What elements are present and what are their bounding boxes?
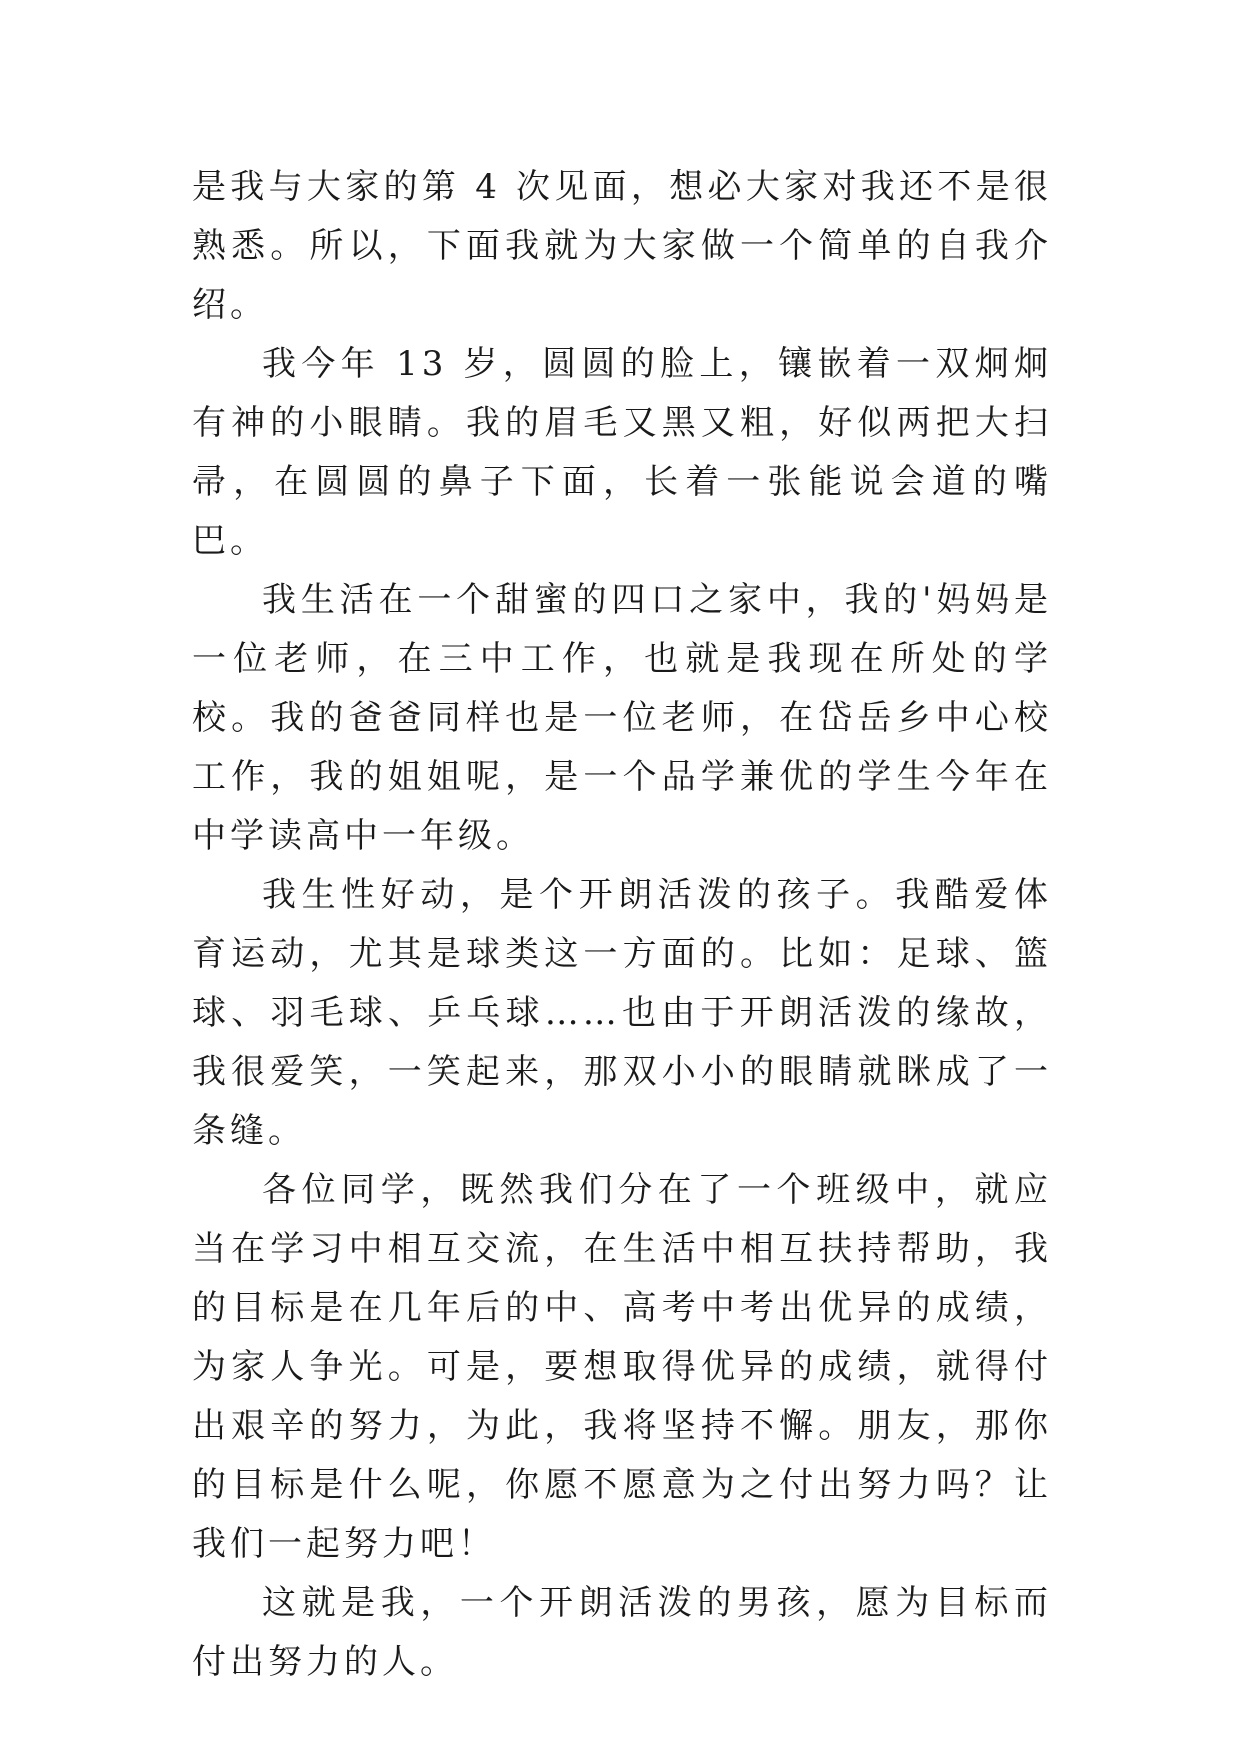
paragraph-continued: 是我与大家的第 4 次见面，想必大家对我还不是很熟悉。所以，下面我就为大家做一个简单的自我介绍。 xyxy=(192,167,1052,325)
paragraph-goals: 各位同学，既然我们分在了一个班级中，就应当在学习中相互交流，在生活中相互扶持帮助，我的目标是在几年后的中、高考中考出优异的成绩，为家人争光。可是，要想取得优异的成绩，就得付出艰辛的努力，为此，我将坚持不懈。朋友，那你的目标是什么呢，你愿不愿意为之付出努力吗？让我们一起努力吧！ xyxy=(192,1170,1052,1564)
paragraph-hobbies: 我生性好动，是个开朗活泼的孩子。我酷爱体育运动，尤其是球类这一方面的。比如：足球、篮球、羽毛球、乒乓球……也由于开朗活泼的缘故，我很爱笑，一笑起来，那双小小的眼睛就眯成了一条缝。 xyxy=(192,875,1052,1151)
paragraph-family: 我生活在一个甜蜜的四口之家中，我的'妈妈是一位老师，在三中工作，也就是我现在所处的学校。我的爸爸同样也是一位老师，在岱岳乡中心校工作，我的姐姐呢，是一个品学兼优的学生今年在中学读高中一年级。 xyxy=(192,580,1052,856)
document-body xyxy=(192,158,1052,1692)
paragraph-appearance: 我今年 13 岁，圆圆的脸上，镶嵌着一双炯炯有神的小眼睛。我的眉毛又黑又粗，好似两把大扫帚，在圆圆的鼻子下面，长着一张能说会道的嘴巴。 xyxy=(192,344,1052,561)
paragraph-conclusion: 这就是我，一个开朗活泼的男孩，愿为目标而付出努力的人。 xyxy=(192,1583,1052,1682)
